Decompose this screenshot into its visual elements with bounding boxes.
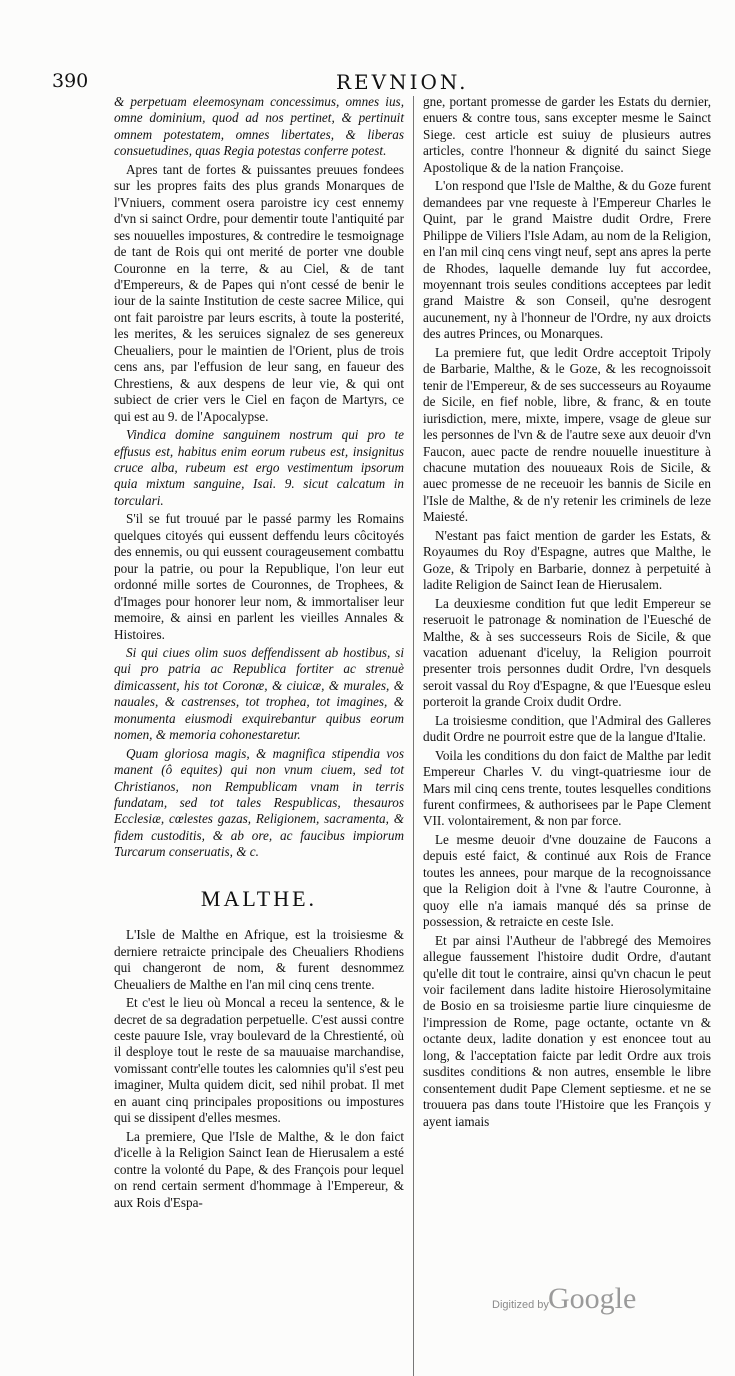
page-header <box>52 70 692 96</box>
section-heading: MALTHE. <box>200 885 318 911</box>
paragraph: L'on respond que l'Isle de Malthe, & du Goze furent demandees par vne requeste à l'Empereur Charles le Quint, par le grand Maistre dudit Ordre, Frere Philippe de Viliers l'Isle Adam, au nom de la Religion, en l'an mil cinq cens vingt neuf, sept ans apres la perte de Rhodes, laquelle demande luy fut accordee, moyennant trois seules conditions acceptees par ledit grand Maistre & son Conseil, qu'ne desrogent aucunement, ny à l'honneur de l'Ordre, ny aux droicts des autres Princes, ou Monarques. <box>423 178 711 342</box>
paragraph: Le mesme deuoir d'vne douzaine de Faucons a depuis esté faict, & continué aux Rois de France toutes les annees, pour marque de la recognoissance que la Religion doit à l'vne & l'autre Couronne, à quoy elle n'a iamais manqué dés sa prinse de possession, & retraicte en ceste Isle. <box>423 831 711 930</box>
paragraph: Et c'est le lieu où Moncal a receu la sentence, & le decret de sa degradation perpetuelle. C'est aussi contre ceste pauure Isle, vray boulevard de la Chrestienté, où il desploye tout le reste de sa mauuaise marchandise, vomissant contr'elle toutes les calomnies qu'il s'est peu imaginer, Multa quidem dicit, sed nihil probat. Il met en auant cinq principales propositions ou impostures qui se dissipent d'elles mesmes. <box>114 995 404 1126</box>
paragraph: Et par ainsi l'Autheur de l'abbregé des Memoires allegue faussement l'histoire dudit Ordre, d'autant qu'elle dit tout le contraire, ainsi qu'vn chacun le peut voir facilement dans ladite histoire Hierosolymitaine de Bosio en sa troisiesme partie liure cinquiesme de l'impression de Rome, page octante, octante vn & octante deux, ladite donation y est enoncee tout au long, & l'acceptation faicte par ledit Ordre aux trois susdites conditions & non autres, ensemble le libre consentement dudit Pape Clement septiesme. et ne se trouuera pas dans toute l'Histoire que les François y ayent iamais <box>423 932 711 1129</box>
paragraph: S'il se fut trouué par le passé parmy les Romains quelques citoyés qui eussent deffendu leurs côcitoyés des ennemis, ou qui eussent courageusement combattu pour la patrie, ou pour la Republique, l'on leur eut ordonné mille sortes de Couronnes, de Trophees, & d'Images pour honorer leur nom, & immortaliser leur memoire, & ainsi en parlent les vieilles Annales & Histoires. <box>114 511 404 642</box>
paragraph: Voila les conditions du don faict de Malthe par ledit Empereur Charles V. du vingt-quatriesme iour de Mars mil cinq cens trente, toutes lesquelles conditions furent confirmees, & authorisees par le Pape Clement VII. volontairement, & non par force. <box>423 747 711 829</box>
paragraph: La premiere, Que l'Isle de Malthe, & le don faict d'icelle à la Religion Sainct Iean de Hierusalem a esté contre la volonté du Pape, & des François pour lequel on rend certain serment d'hommage à l'Empereur, & aux Rois d'Espa- <box>114 1128 404 1210</box>
paragraph: Apres tant de fortes & puissantes preuues fondees sur les propres faits des plus grands Monarques de l'Vniuers, comment osera paroistre icy cest ennemy d'vn si sainct Ordre, pour dementir toute l'antiquité par ses nouuelles impostures, & contredire le tesmoignage de tant de Rois qui ont merité de porter vne double Couronne en la terre, & au Ciel, & de tant d'Empereurs, & de Papes qui n'ont cessé de benir le iour de la sainte Institution de ceste sacree Milice, qui ont fait paroistre par leurs escrits, à toute la posterité, les merites, & les seruices signalez de ses genereux Cheualiers, pour le maintien de l'Orient, plus de trois cens ans, par l'effusion de leur sang, en faueur des Chrestiens, & aux despens de leur vie, & qui ont subiect de crier vers le Ciel en façon de Martyrs, ce qui est au 9. de l'Apocalypse. <box>114 161 404 424</box>
latin-quote: Vindica domine sanguinem nostrum qui pro te effusus est, habitus enim eorum rubeus est, insignitus cruce alba, rubeum est ergo vestimentum ipsorum quia mixtum sanguine, Isai. 9. sicut calcatum in torculari. <box>114 427 404 508</box>
paragraph: L'Isle de Malthe en Afrique, est la troisiesme & derniere retraicte principale des Cheualiers Rhodiens qui changeront de nom, & furent desnommez Cheualiers de Malthe en l'an mil cinq cens trente. <box>114 927 404 992</box>
running-title: REVNION. <box>336 70 469 94</box>
watermark-prefix: Digitized by <box>492 1299 549 1311</box>
latin-quote: Si qui ciues olim suos deffendissent ab hostibus, si qui pro patria ac Republica fortiter ac strenuè dimicassent, his tot Coronæ, & ciuicæ, & murales, & nauales, & castrenses, tot trophea, tot imagines, & monumenta eiusmodi exquirebantur quibus eorum nomen, & memoria cohonestaretur. <box>114 644 404 743</box>
left-column <box>114 94 404 1213</box>
column-divider <box>413 96 414 1376</box>
paragraph: La deuxiesme condition fut que ledit Empereur se reseruoit le patronage & nomination de l'Euesché de Malthe, & à ses successeurs Rois de Sicile, & que vacation aduenant d'iceluy, la Religion pourroit presenter trois personnes dudit Ordre, l'vn desquels seroit vassal du Roy d'Espagne, & que l'Euesque esleu porteroit la grande Croix dudit Ordre. <box>423 595 711 710</box>
digitization-watermark <box>492 1282 692 1322</box>
paragraph: gne, portant promesse de garder les Estats du dernier, enuers & contre tous, sans excepter mesme le Sainct Siege. cest article est suiuy de plusieurs autres articles, contre l'honneur & dignité du sainct Siege Apostolique & de la nation Françoise. <box>423 94 711 175</box>
right-column <box>423 94 711 1132</box>
latin-quote: & perpetuam eleemosynam concessimus, omnes ius, omne dominium, quod ad nos pertinet, & pertinuit omnem potestatem, omnes libertates, & liberas consuetudines, quas Regia potestas conferre potest. <box>114 94 404 159</box>
paragraph: La premiere fut, que ledit Ordre acceptoit Tripoly de Barbarie, Malthe, & le Goze, & les recognoissoit tenir de l'Empereur, & de ses successeurs au Royaume de Sicile, en fief noble, libre, & franc, & en toute iurisdiction, mere, mixte, impere, vsage de gleue sur les personnes de l'vn & de l'autre sexe aux deuoir d'vn Faucon, auec pacte de rendre nouuelle inuestiture à chacune mutation des nouueaux Rois de Sicile, & auec promesse de ne receuoir les bannis de Sicile en l'Isle de Malthe, & de n'y retenir les criminels de leze Maiesté. <box>423 344 711 525</box>
paragraph: N'estant pas faict mention de garder les Estats, & Royaumes du Roy d'Espagne, autres que Malthe, le Goze, & Tripoly en Barbarie, donnez à perpetuité à ladite Religion de Sainct Iean de Hierusalem. <box>423 527 711 593</box>
page-number: 390 <box>52 70 89 92</box>
latin-quote: Quam gloriosa magis, & magnifica stipendia vos manent (ô equites) qui non vnum ciuem, sed tot Christianos, non Rempublicam vnam in terris fundatam, sed tot tales Respublicas, thesauros Ecclesiæ, cœlestes gazas, Religionem, sacramenta, & fidem custoditis, & ab ore, ac faucibus impiorum Turcarum conseruatis, & c. <box>114 745 404 860</box>
paragraph: La troisiesme condition, que l'Admiral des Galleres dudit Ordre ne pourroit estre que de la langue d'Italie. <box>423 712 711 745</box>
watermark-logo: Google <box>548 1282 637 1315</box>
